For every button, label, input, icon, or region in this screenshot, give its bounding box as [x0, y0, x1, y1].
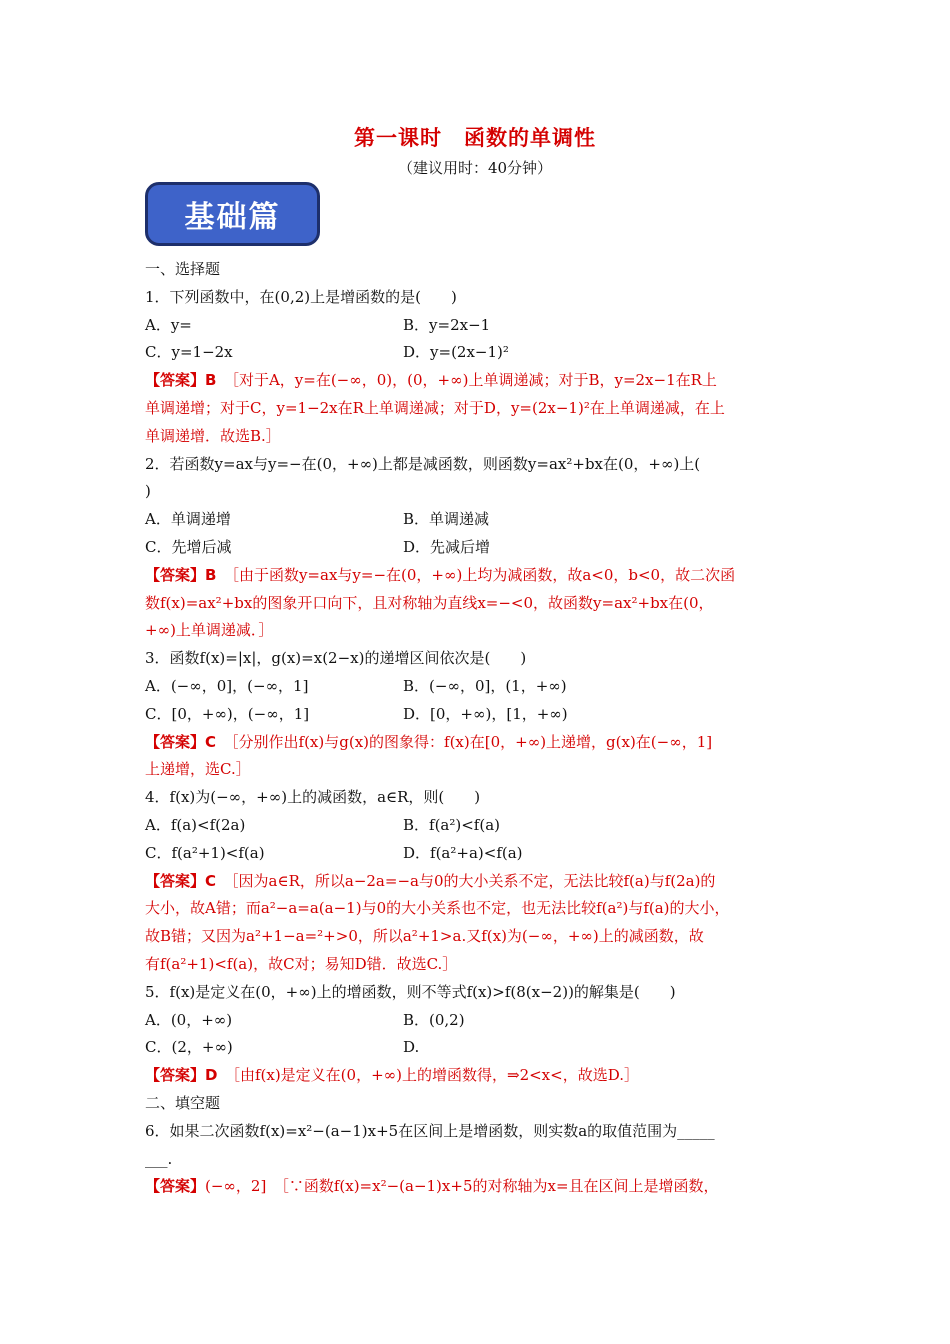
question-5-options-ab: [145, 1007, 810, 1035]
question-5-answer: 【答案】D ［由f(x)是定义在(0，+∞)上的增函数得，⇒2<x<，故选D.］: [145, 1066, 639, 1085]
question-4-answer: 【答案】C ［因为a∈R，所以a−2a=−a与0的大小关系不定，无法比较f(a)与f(2a)的: [145, 871, 716, 890]
answer-label: 【答案】D: [145, 1066, 218, 1085]
option-b: B．(0,2): [403, 1010, 465, 1029]
answer-continuation: 单调递增．故选B.］: [145, 426, 281, 445]
question-1-answer: 【答案】B ［对于A，y=在(−∞，0)，(0，+∞)上单调递减；对于B，y=2x−1在R上: [145, 371, 717, 390]
option-c: C．y=1−2x: [145, 343, 233, 362]
option-a: A．y=: [145, 315, 192, 334]
question-1-options-cd: [145, 339, 810, 367]
option-a: A．单调递增: [145, 510, 231, 529]
answer-label: 【答案】C: [145, 732, 217, 751]
question-6-stem: 6．如果二次函数f(x)=x²−(a−1)x+5在区间上是增函数，则实数a的取值范围为_____: [145, 1121, 715, 1140]
answer-continuation: 单调递增；对于C，y=1−2x在R上单调递减；对于D，y=(2x−1)²在上单调递减，在上: [145, 398, 725, 417]
section-heading-choice: 一、选择题: [145, 260, 221, 278]
question-2-options-ab: [145, 506, 810, 534]
question-3-stem: 3．函数f(x)=|x|，g(x)=x(2−x)的递增区间依次是( ): [145, 649, 527, 668]
section-heading-fill: 二、填空题: [145, 1093, 221, 1112]
answer-continuation: 有f(a²+1)<f(a)，故C对；易知D错．故选C.］: [145, 954, 458, 973]
question-3-options-ab: [145, 673, 810, 701]
question-5-options-cd: [145, 1034, 810, 1062]
answer-continuation: 数f(x)=ax²+bx的图象开口向下，且对称轴为直线x=−<0，故函数y=ax²+bx在(0，: [145, 593, 714, 612]
question-6-stem-cont: ___.: [145, 1149, 173, 1168]
question-2-answer: 【答案】B ［由于函数y=ax与y=−在(0，+∞)上均为减函数，故a<0，b<0，故二次函: [145, 565, 736, 584]
option-c: C．[0，+∞)，(−∞，1]: [145, 704, 310, 723]
question-2-stem-cont: ): [145, 482, 151, 501]
question-list: [145, 256, 810, 1201]
option-d: D．先减后增: [403, 537, 491, 556]
page-title: 第一课时 函数的单调性: [354, 126, 596, 150]
answer-continuation: 故B错；又因为a²+1−a=²+>0，所以a²+1>a.又f(x)为(−∞，+∞)上的减函数，故: [145, 927, 704, 946]
banner-label: 基础篇: [184, 200, 281, 235]
answer-label: 【答案】B: [145, 565, 217, 584]
option-b: B．(−∞，0]，(1，+∞): [403, 676, 567, 695]
question-4-options-cd: [145, 840, 810, 868]
answer-label: 【答案】C: [145, 871, 217, 890]
question-4-stem: 4．f(x)为(−∞，+∞)上的减函数，a∈R，则( ): [145, 788, 481, 807]
answer-continuation: 上递增，选C.］: [145, 760, 251, 779]
question-1-options-ab: [145, 312, 810, 340]
question-2-stem: 2．若函数y=ax与y=−在(0，+∞)上都是减函数，则函数y=ax²+bx在(0，+∞)上(: [145, 454, 701, 473]
suggested-time: （建议用时：40分钟）: [397, 159, 553, 177]
answer-continuation: 大小，故A错；而a²−a=a(a−1)与0的大小关系也不定，也无法比较f(a²)与f(a)的大小，: [145, 899, 730, 918]
question-6-answer: 【答案】(−∞，2] ［∵函数f(x)=x²−(a−1)x+5的对称轴为x=且在区间上是增函数，: [145, 1177, 719, 1196]
option-b: B．f(a²)<f(a): [403, 815, 501, 834]
option-b: B．y=2x−1: [403, 315, 491, 334]
question-5-stem: 5．f(x)是定义在(0，+∞)上的增函数，则不等式f(x)>f(8(x−2))的解集是( ): [145, 982, 676, 1001]
option-c: C．(2，+∞): [145, 1038, 233, 1057]
option-d: D．[0，+∞)，[1，+∞): [403, 704, 568, 723]
option-a: A．f(a)<f(2a): [145, 815, 246, 834]
section-banner: [145, 182, 320, 246]
option-d: D．f(a²+a)<f(a): [403, 843, 523, 862]
question-3-options-cd: [145, 701, 810, 729]
question-2-options-cd: [145, 534, 810, 562]
option-b: B．单调递减: [403, 510, 490, 529]
option-d: D.: [403, 1038, 420, 1057]
question-1-stem: 1．下列函数中，在(0,2)上是增函数的是( ): [145, 287, 457, 306]
question-3-answer: 【答案】C ［分别作出f(x)与g(x)的图象得：f(x)在[0，+∞)上递增，g(x)在(−∞，1]: [145, 732, 713, 751]
option-c: C．先增后减: [145, 537, 232, 556]
option-c: C．f(a²+1)<f(a): [145, 843, 265, 862]
option-d: D．y=(2x−1)²: [403, 343, 509, 362]
answer-label: 【答案】B: [145, 371, 217, 390]
option-a: A．(−∞，0]，(−∞，1]: [145, 676, 309, 695]
answer-continuation: +∞)上单调递减．］: [145, 621, 274, 640]
option-a: A．(0，+∞): [145, 1010, 233, 1029]
answer-label: 【答案】: [145, 1177, 206, 1196]
question-4-options-ab: [145, 812, 810, 840]
